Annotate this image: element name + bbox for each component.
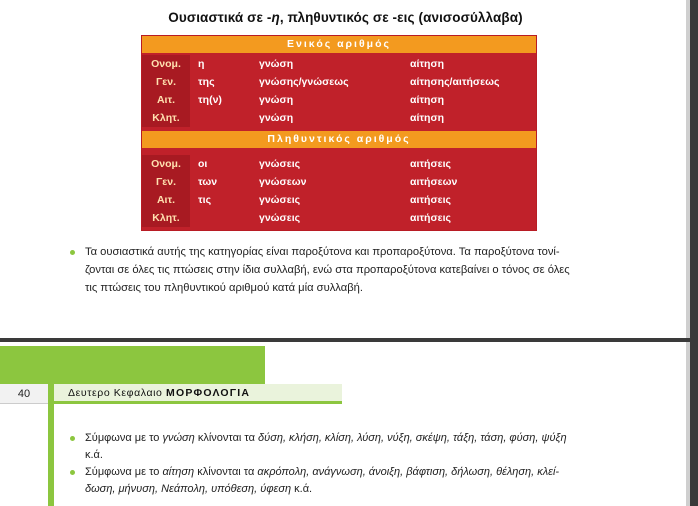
example-words: ακρόπολη, ανάγνωση, άνοιξη, βάφτιση, δήλωση, θέληση, κλεί- <box>257 466 560 478</box>
table-row <box>142 209 536 227</box>
chapter-green-bar <box>0 346 265 384</box>
chapter-heading <box>54 384 342 404</box>
form-gnosi: γνώσεις <box>259 158 301 170</box>
case-label: Κλητ. <box>142 109 190 127</box>
chapter-title: ΜΟΡΦΟΛΟΓΙΑ <box>166 387 251 399</box>
article: της <box>198 76 215 88</box>
bullet-dot-icon <box>70 436 75 441</box>
form-aitisi: αιτήσεις <box>410 158 452 170</box>
form-aitisi: αιτήσεις <box>410 194 452 206</box>
page-number: 40 <box>0 384 48 404</box>
note-line: Τα ουσιαστικά αυτής της κατηγορίας είναι παροξύτονα και προπαροξύτονα. Τα παροξύτονα τονί- <box>85 246 560 258</box>
bullet-dot-icon <box>70 470 75 475</box>
note-line: ζονται σε όλες τις πτώσεις στην ίδια συλλαβή, ενώ στα προπαροξύτονα κατεβαίνει ο τόνος σε όλες <box>85 264 570 276</box>
form-gnosi: γνώσεις <box>259 212 301 224</box>
article: η <box>198 58 205 70</box>
case-label: Ονομ. <box>142 155 190 173</box>
form-aitisi: αίτηση <box>410 112 445 124</box>
page-divider <box>0 338 691 342</box>
form-gnosi: γνώση <box>259 94 294 106</box>
lower-bullet-aitisi <box>85 464 645 498</box>
form-aitisi: αίτησης/αιτήσεως <box>410 76 500 88</box>
example-words: δωση, μήνυση, Νεάπολη, υπόθεση, ύφεση <box>85 483 292 495</box>
bullet-dot-icon <box>70 250 75 255</box>
page-edge <box>690 0 698 506</box>
article: τη(ν) <box>198 94 222 106</box>
article: των <box>198 176 218 188</box>
bullet-lead: Σύμφωνα με το <box>85 432 163 444</box>
page-title <box>0 10 691 25</box>
lower-bullet-gnosi <box>85 430 645 464</box>
model-word: αίτηση <box>162 466 195 478</box>
chapter-label: Δευτερο Κεφαλαιο <box>68 387 163 399</box>
table-row <box>142 155 536 173</box>
table-row <box>142 109 536 127</box>
note-paragraph <box>85 243 655 297</box>
table-row <box>142 173 536 191</box>
form-gnosi: γνώση <box>259 112 294 124</box>
example-words: δύση, κλήση, κλίση, λύση, νύξη, σκέψη, τάξη, τάση, φύση, ψύξη <box>258 432 567 444</box>
table-row <box>142 91 536 109</box>
form-gnosi: γνώσεων <box>259 176 307 188</box>
title-suffix: , πληθυντικός σε -εις (ανισοσύλλαβα) <box>279 10 523 25</box>
form-gnosi: γνώσης/γνώσεως <box>259 76 349 88</box>
table-row <box>142 73 536 91</box>
bullet-tail: κ.ά. <box>291 483 313 495</box>
model-word: γνώση <box>162 432 195 444</box>
case-label: Αιτ. <box>142 191 190 209</box>
title-prefix: Ουσιαστικά σε - <box>168 10 272 25</box>
form-aitisi: αιτήσεις <box>410 212 452 224</box>
title-ending: η <box>271 10 280 25</box>
form-gnosi: γνώση <box>259 58 294 70</box>
table-row <box>142 191 536 209</box>
case-label: Γεν. <box>142 173 190 191</box>
bullet-mid: κλίνονται τα <box>194 466 258 478</box>
form-aitisi: αιτήσεων <box>410 176 458 188</box>
case-label: Αιτ. <box>142 91 190 109</box>
bullet-tail: κ.ά. <box>85 449 103 461</box>
case-label: Ονομ. <box>142 55 190 73</box>
declension-table <box>141 35 537 231</box>
case-label: Γεν. <box>142 73 190 91</box>
bullet-mid: κλίνονται τα <box>194 432 259 444</box>
plural-header: Πληθυντικός αριθμός <box>142 131 536 148</box>
form-aitisi: αίτηση <box>410 58 445 70</box>
article: τις <box>198 194 212 206</box>
article: οι <box>198 158 208 170</box>
singular-header: Ενικός αριθμός <box>142 36 536 53</box>
bullet-lead: Σύμφωνα με το <box>85 466 163 478</box>
form-gnosi: γνώσεις <box>259 194 301 206</box>
margin-green-strip <box>48 346 54 506</box>
case-label: Κλητ. <box>142 209 190 227</box>
note-line: τις πτώσεις του πληθυντικού αριθμού κατά μία συλλαβή. <box>85 282 363 294</box>
table-row <box>142 55 536 73</box>
form-aitisi: αίτηση <box>410 94 445 106</box>
